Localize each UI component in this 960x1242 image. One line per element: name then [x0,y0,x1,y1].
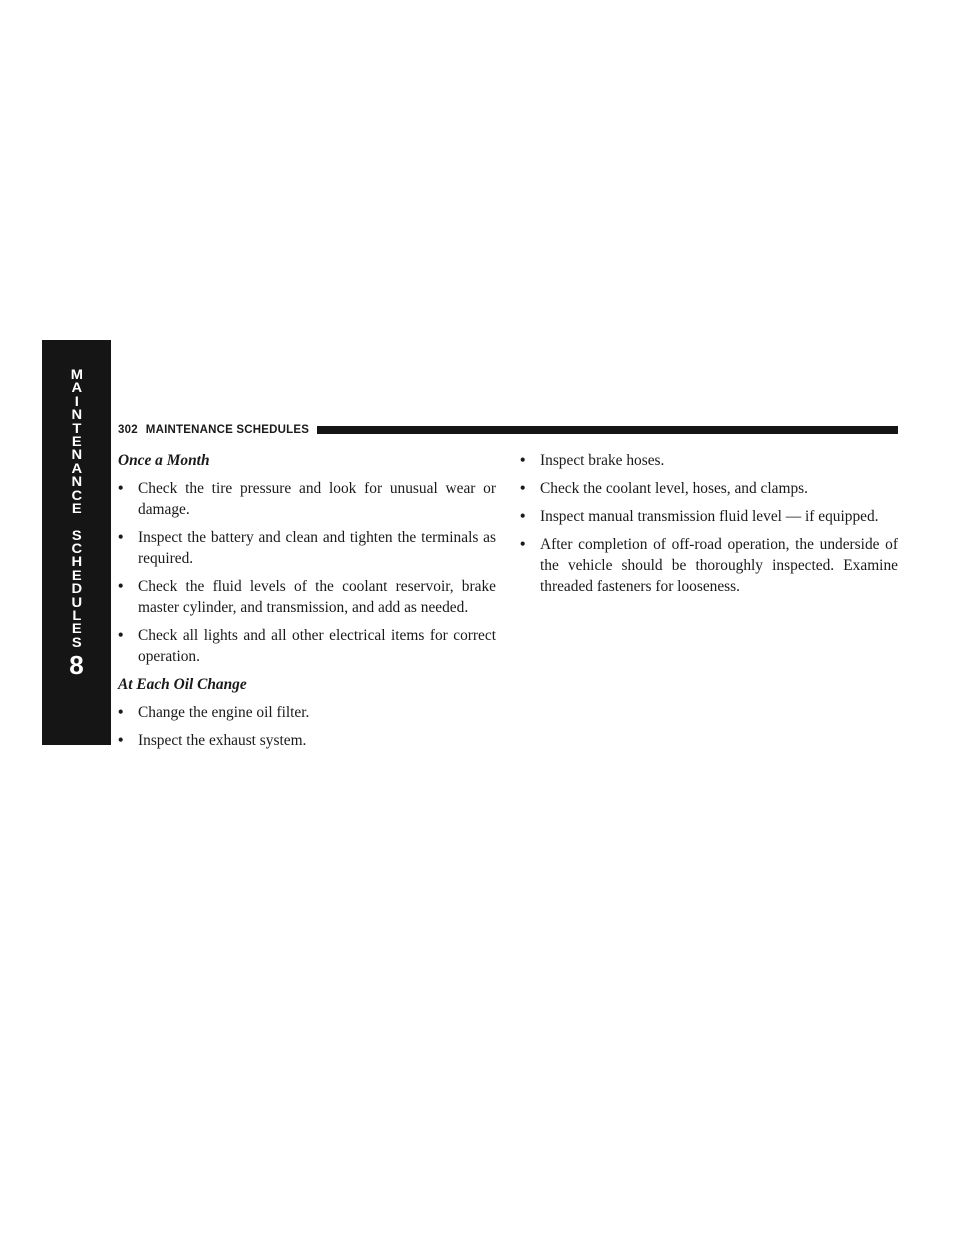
page-header [118,422,898,438]
side-tab-letter: A [71,379,82,396]
list-item [520,534,898,597]
side-tab-letter: H [71,553,82,570]
list-item-text: Inspect the battery and clean and tighten the terminals as required. [138,529,496,567]
subheading-each-oil-change: At Each Oil Change [118,676,247,693]
side-tab-letter: E [71,566,82,583]
chapter-number: 8 [69,650,84,681]
list-item [118,576,496,618]
right-column [520,450,898,604]
list-item [118,625,496,667]
list-item [520,450,898,471]
page-number: 302 [118,424,138,436]
list-item-text: After completion of off-road operation, the underside of the vehicle should be thoroughly inspected. Examine threaded fasteners for looseness. [540,536,898,595]
list-item [118,702,496,723]
list-item [520,506,898,527]
side-tab-letter: E [71,432,82,449]
side-tab-letters [70,368,82,649]
bullet-icon: • [520,536,526,553]
oil-change-list-continued [520,450,898,597]
subheading-once-a-month: Once a Month [118,452,210,469]
side-tab-letter: S [71,526,82,543]
list-item [118,730,496,751]
side-tab-letter: C [71,486,82,503]
header-rule [317,426,898,434]
side-tab-letter: S [71,633,82,650]
side-tab-letter: M [70,366,83,382]
bullet-icon: • [118,578,124,595]
left-column [118,450,496,758]
list-item-text: Check the tire pressure and look for unusual wear or damage. [138,480,496,518]
section-title: MAINTENANCE SCHEDULES [145,424,310,436]
bullet-icon: • [118,529,124,546]
bullet-icon: • [118,732,124,749]
side-tab-letter: E [71,620,82,637]
chapter-side-tab [42,340,111,745]
side-tab-letter: D [71,580,82,597]
list-item-text: Check all lights and all other electrical items for correct operation. [138,627,496,665]
list-item-text: Check the fluid levels of the coolant reservoir, brake master cylinder, and transmission, and add as needed. [138,578,496,616]
side-tab-letter: L [71,607,81,624]
side-tab-letter: A [71,459,82,476]
list-item [118,478,496,520]
side-tab-letter: I [74,392,79,409]
bullet-icon: • [520,508,526,525]
bullet-icon: • [520,452,526,469]
side-tab-letter: C [71,540,82,557]
list-item [118,527,496,569]
side-tab-letter: N [71,473,82,490]
side-tab-letter: N [71,406,82,423]
list-item-text: Inspect manual transmission fluid level — if equipped. [540,508,879,525]
bullet-icon: • [118,480,124,497]
side-tab-letter: T [71,419,81,436]
bullet-icon: • [118,627,124,644]
list-item-text: Change the engine oil filter. [138,704,310,721]
once-a-month-list [118,478,496,667]
side-tab-letter: E [71,499,82,516]
oil-change-list [118,702,496,751]
bullet-icon: • [520,480,526,497]
list-item-text: Inspect the exhaust system. [138,732,307,749]
side-tab-letter: N [71,446,82,463]
list-item-text: Check the coolant level, hoses, and clamps. [540,480,808,497]
list-item [520,478,898,499]
side-tab-letter: U [71,593,82,610]
bullet-icon: • [118,704,124,721]
list-item-text: Inspect brake hoses. [540,452,665,469]
